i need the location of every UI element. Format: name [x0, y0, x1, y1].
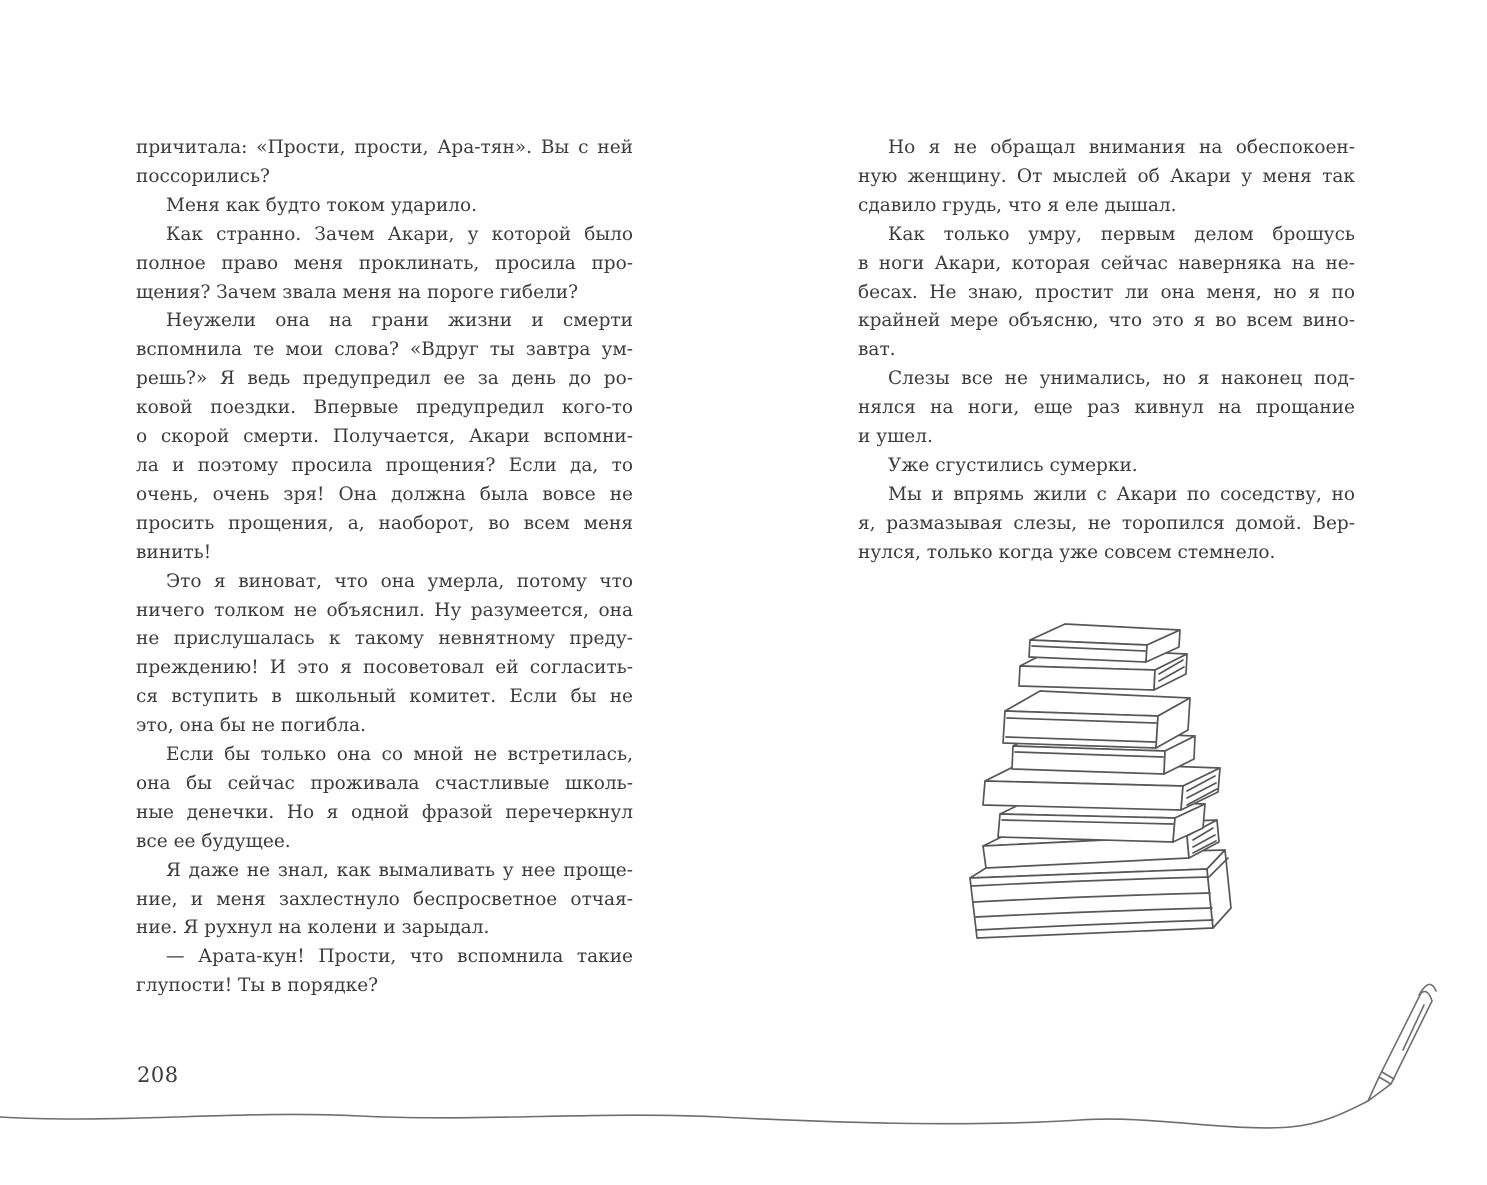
paragraph: [136, 221, 633, 308]
text-line: причитала: «Прости, прости, Ара-тян». Вы с ней: [136, 137, 633, 158]
text-line: она бы сейчас проживала счастливые школь-: [136, 772, 633, 794]
text-line: Как только умру, первым делом брошусь: [888, 223, 1355, 245]
text-line: щения? Зачем звала меня на пороге гибели?: [136, 281, 579, 303]
paragraph: [136, 307, 633, 567]
text-line: преждению! И это я посоветовал ей согласить-: [136, 657, 633, 679]
text-line: Уже сгустились сумерки.: [888, 454, 1138, 476]
paragraph: [136, 741, 633, 857]
text-line: вспомнила те мои слова? «Вдруг ты завтра ум-: [136, 339, 633, 361]
text-line: ние. Я рухнул на колени и зарыдал.: [136, 917, 490, 939]
text-line: поссорились?: [136, 165, 270, 187]
text-line: я, размазывая слезы, не торопился домой. Вер-: [858, 512, 1355, 534]
text-line: Меня как будто током ударило.: [166, 194, 478, 216]
paragraph: [858, 134, 1355, 221]
text-line: бесах. Не знаю, простит ли она меня, но я по: [858, 281, 1355, 303]
text-line: решь?» Я ведь предупредил ее за день до ро-: [136, 368, 633, 390]
text-line: глупости! Ты в порядке?: [136, 975, 379, 997]
text-line: ничего толком не объяснил. Ну разумеется, она: [136, 599, 633, 621]
text-line: не прислушалась к такому невнятному преду-: [136, 628, 633, 650]
paragraph: [858, 221, 1355, 366]
text-line: ват.: [858, 339, 896, 361]
paragraph: [858, 481, 1355, 568]
text-line: сдавило грудь, что я еле дышал.: [858, 194, 1177, 216]
text-line: полное право меня проклинать, просила про-: [136, 252, 633, 274]
text-line: крайней мере объясню, что это я во всем вино-: [858, 310, 1355, 332]
right-page-text: [858, 134, 1355, 568]
text-line: нялся на ноги, еще раз кивнул на прощание: [858, 397, 1355, 419]
text-line: Как странно. Зачем Акари, у которой было: [166, 223, 633, 245]
text-line: это, она бы не погибла.: [136, 715, 367, 737]
text-line: Это я виноват, что она умерла, потому что: [166, 570, 633, 592]
text-line: — Арата-кун! Прости, что вспомнила такие: [166, 946, 633, 968]
text-line: просить прощения, а, наоборот, во всем меня: [136, 512, 633, 534]
text-line: ла и поэтому просила прощения? Если да, то: [136, 454, 633, 476]
paragraph: [858, 452, 1355, 481]
text-line: Но я не обращал внимания на обеспокоен-: [888, 137, 1355, 158]
text-line: Неужели она на грани жизни и смерти: [166, 310, 633, 332]
paragraph: [136, 192, 633, 221]
text-line: ковой поездки. Впервые предупредил кого-то: [136, 397, 633, 419]
text-line: очень, очень зря! Она должна была вовсе не: [136, 483, 633, 505]
paragraph: [136, 568, 633, 741]
books-stack-icon: [925, 606, 1255, 956]
text-line: ние, и меня захлестнуло беспросветное отчая-: [136, 888, 633, 910]
text-line: Мы и впрямь жили с Акари по соседству, но: [888, 483, 1355, 505]
text-line: в ноги Акари, которая сейчас наверняка на не-: [858, 252, 1355, 274]
pen-icon: [1368, 984, 1436, 1101]
wavy-line-icon: [0, 1101, 1368, 1128]
left-page-text: [136, 134, 633, 1001]
text-line: винить!: [136, 541, 212, 563]
paragraph: [136, 943, 633, 1001]
text-line: о скорой смерти. Получается, Акари вспомни-: [136, 426, 633, 448]
text-line: Если бы только она со мной не встретилась,: [166, 744, 633, 766]
text-line: нулся, только когда уже совсем стемнело.: [858, 541, 1276, 563]
page-number: 208: [137, 1063, 179, 1087]
text-line: ся вступить в школьный комитет. Если бы не: [136, 686, 633, 708]
text-line: все ее будущее.: [136, 830, 291, 852]
text-line: ные денечки. Но я одной фразой перечеркнул: [136, 801, 633, 823]
books-stack-illustration: [925, 606, 1255, 956]
paragraph: [136, 134, 633, 192]
text-line: Слезы все не унимались, но я наконец под-: [888, 368, 1355, 390]
paragraph: [136, 857, 633, 944]
text-line: и ушел.: [858, 426, 933, 448]
text-line: ную женщину. От мыслей об Акари у меня так: [858, 165, 1355, 187]
paragraph: [858, 365, 1355, 452]
text-line: Я даже не знал, как вымаливать у нее проще-: [166, 859, 633, 881]
